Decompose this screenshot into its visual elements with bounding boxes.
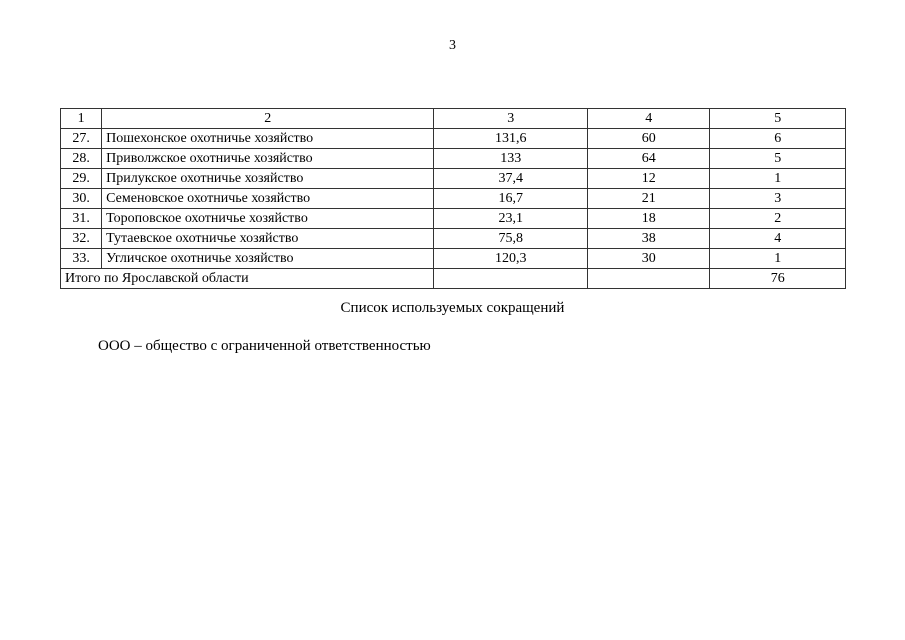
row-number: 30.: [61, 189, 102, 209]
row-number: 33.: [61, 249, 102, 269]
total-value-5: 76: [710, 269, 846, 289]
table-row: [61, 249, 846, 269]
row-name: Прилукское охотничье хозяйство: [102, 169, 434, 189]
table-row: [61, 209, 846, 229]
row-value-5: 6: [710, 129, 846, 149]
row-name: Семеновское охотничье хозяйство: [102, 189, 434, 209]
row-value-4: 18: [588, 209, 710, 229]
row-number: 27.: [61, 129, 102, 149]
row-value-5: 5: [710, 149, 846, 169]
header-cell-4: 4: [588, 109, 710, 129]
row-number: 31.: [61, 209, 102, 229]
row-name: Пошехонское охотничье хозяйство: [102, 129, 434, 149]
row-name: Тутаевское охотничье хозяйство: [102, 229, 434, 249]
abbreviation-item: ООО – общество с ограниченной ответственностью: [98, 338, 431, 354]
table-row: [61, 129, 846, 149]
row-value-4: 38: [588, 229, 710, 249]
row-value-3: 37,4: [434, 169, 588, 189]
header-cell-2: 2: [102, 109, 434, 129]
table-row: [61, 149, 846, 169]
header-cell-1: 1: [61, 109, 102, 129]
row-value-3: 75,8: [434, 229, 588, 249]
row-value-5: 1: [710, 249, 846, 269]
table-row: [61, 169, 846, 189]
row-value-3: 16,7: [434, 189, 588, 209]
row-number: 28.: [61, 149, 102, 169]
row-number: 29.: [61, 169, 102, 189]
table-total-row: [61, 269, 846, 289]
row-name: Тороповское охотничье хозяйство: [102, 209, 434, 229]
table-row: [61, 189, 846, 209]
row-value-5: 1: [710, 169, 846, 189]
row-number: 32.: [61, 229, 102, 249]
abbreviations-heading: Список используемых сокращений: [340, 300, 565, 316]
row-value-3: 131,6: [434, 129, 588, 149]
row-value-3: 120,3: [434, 249, 588, 269]
table-row: [61, 229, 846, 249]
header-cell-3: 3: [434, 109, 588, 129]
row-value-3: 133: [434, 149, 588, 169]
total-value-3: [434, 269, 588, 289]
page-number: 3: [449, 38, 456, 53]
total-label: Итого по Ярославской области: [61, 269, 434, 289]
row-value-4: 64: [588, 149, 710, 169]
table-header-row: [61, 109, 846, 129]
row-value-4: 60: [588, 129, 710, 149]
hunting-grounds-table: [60, 108, 846, 289]
row-name: Приволжское охотничье хозяйство: [102, 149, 434, 169]
row-name: Угличское охотничье хозяйство: [102, 249, 434, 269]
row-value-5: 4: [710, 229, 846, 249]
row-value-4: 21: [588, 189, 710, 209]
row-value-5: 2: [710, 209, 846, 229]
row-value-4: 30: [588, 249, 710, 269]
header-cell-5: 5: [710, 109, 846, 129]
row-value-5: 3: [710, 189, 846, 209]
row-value-3: 23,1: [434, 209, 588, 229]
total-value-4: [588, 269, 710, 289]
row-value-4: 12: [588, 169, 710, 189]
